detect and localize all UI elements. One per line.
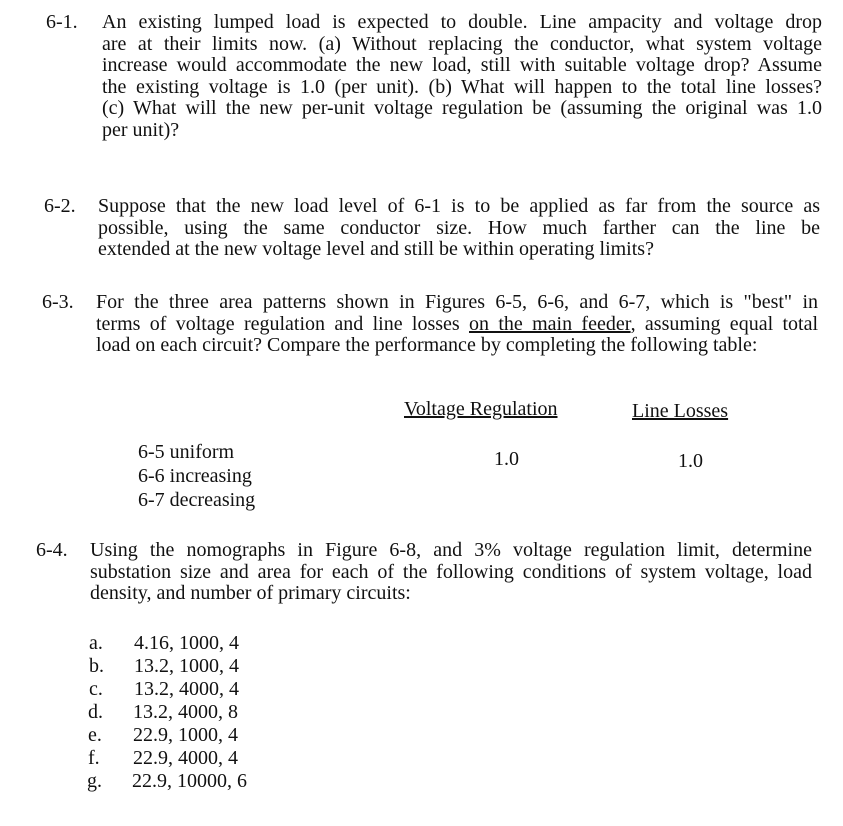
problem-6-2	[44, 196, 824, 266]
list-values: 13.2, 4000, 4	[134, 678, 239, 700]
text-line: increase would accommodate the new load, still with suitable voltage drop? Assume	[102, 54, 822, 76]
problem-text	[96, 292, 818, 357]
text-line: Using the nomographs in Figure 6-8, and 3% voltage regulation limit, determine	[90, 539, 812, 561]
list-values: 13.2, 4000, 8	[133, 701, 238, 723]
table-row-label: 6-7 decreasing	[138, 489, 256, 511]
list-values: 13.2, 1000, 4	[134, 655, 239, 677]
text-line	[96, 314, 818, 336]
text-line: For the three area patterns shown in Figures 6-5, 6-6, and 6-7, which is "best" in	[96, 291, 818, 313]
table-cell-line-losses: 1.0	[678, 450, 703, 472]
text-line: substation size and area for each of the following conditions of system voltage, load	[90, 560, 812, 583]
table-cell-voltage-regulation: 1.0	[494, 448, 519, 470]
list-values: 22.9, 4000, 4	[133, 747, 238, 769]
problem-6-4	[36, 540, 822, 610]
text-line: Suppose that the new load level of 6-1 is to be applied as far from the source as	[98, 195, 820, 217]
list-letter: d.	[88, 701, 103, 723]
list-letter: f.	[88, 747, 100, 769]
text-line: per unit)?	[102, 118, 180, 141]
underlined-text: on the main feeder	[469, 312, 631, 335]
problem-6-1	[46, 12, 826, 152]
text-line: are at their limits now. (a) Without replacing the conductor, what system voltage	[102, 32, 822, 55]
list-letter: e.	[88, 724, 102, 746]
list-letter: b.	[89, 655, 104, 677]
text-segment: , assuming equal total	[630, 312, 818, 335]
text-line: An existing lumped load is expected to double. Line ampacity and voltage drop	[102, 11, 822, 33]
problem-6-3	[42, 292, 822, 362]
problem-number: 6-1.	[46, 11, 78, 33]
list-letter: g.	[87, 770, 102, 792]
list-letter: a.	[89, 632, 103, 654]
table-row-label: 6-6 increasing	[138, 465, 252, 487]
problem-number: 6-3.	[42, 291, 74, 313]
text-line: possible, using the same conductor size. How much farther can the line be	[98, 216, 820, 239]
list-values: 22.9, 1000, 4	[133, 724, 238, 746]
text-line: extended at the new voltage level and still be within operating limits?	[98, 238, 654, 260]
problem-number: 6-4.	[36, 539, 68, 561]
text-line: the existing voltage is 1.0 (per unit). (b) What will happen to the total line losses?	[102, 75, 822, 98]
list-values: 4.16, 1000, 4	[134, 632, 239, 654]
problem-text	[90, 540, 812, 605]
text-line: density, and number of primary circuits:	[90, 582, 411, 604]
problem-number: 6-2.	[44, 195, 76, 217]
text-segment: terms of voltage regulation and line losses	[96, 312, 470, 335]
problem-text	[98, 196, 820, 261]
table-row-label: 6-5 uniform	[138, 441, 235, 463]
column-header-line-losses: Line Losses	[632, 400, 729, 422]
list-letter: c.	[89, 678, 103, 700]
list-values: 22.9, 10000, 6	[132, 770, 247, 792]
text-line: (c) What will the new per-unit voltage regulation be (assuming the original was 1.0	[102, 97, 822, 119]
problem-text	[102, 12, 822, 141]
text-line: load on each circuit? Compare the performance by completing the following table:	[96, 334, 758, 356]
column-header-voltage-regulation: Voltage Regulation	[404, 398, 558, 420]
